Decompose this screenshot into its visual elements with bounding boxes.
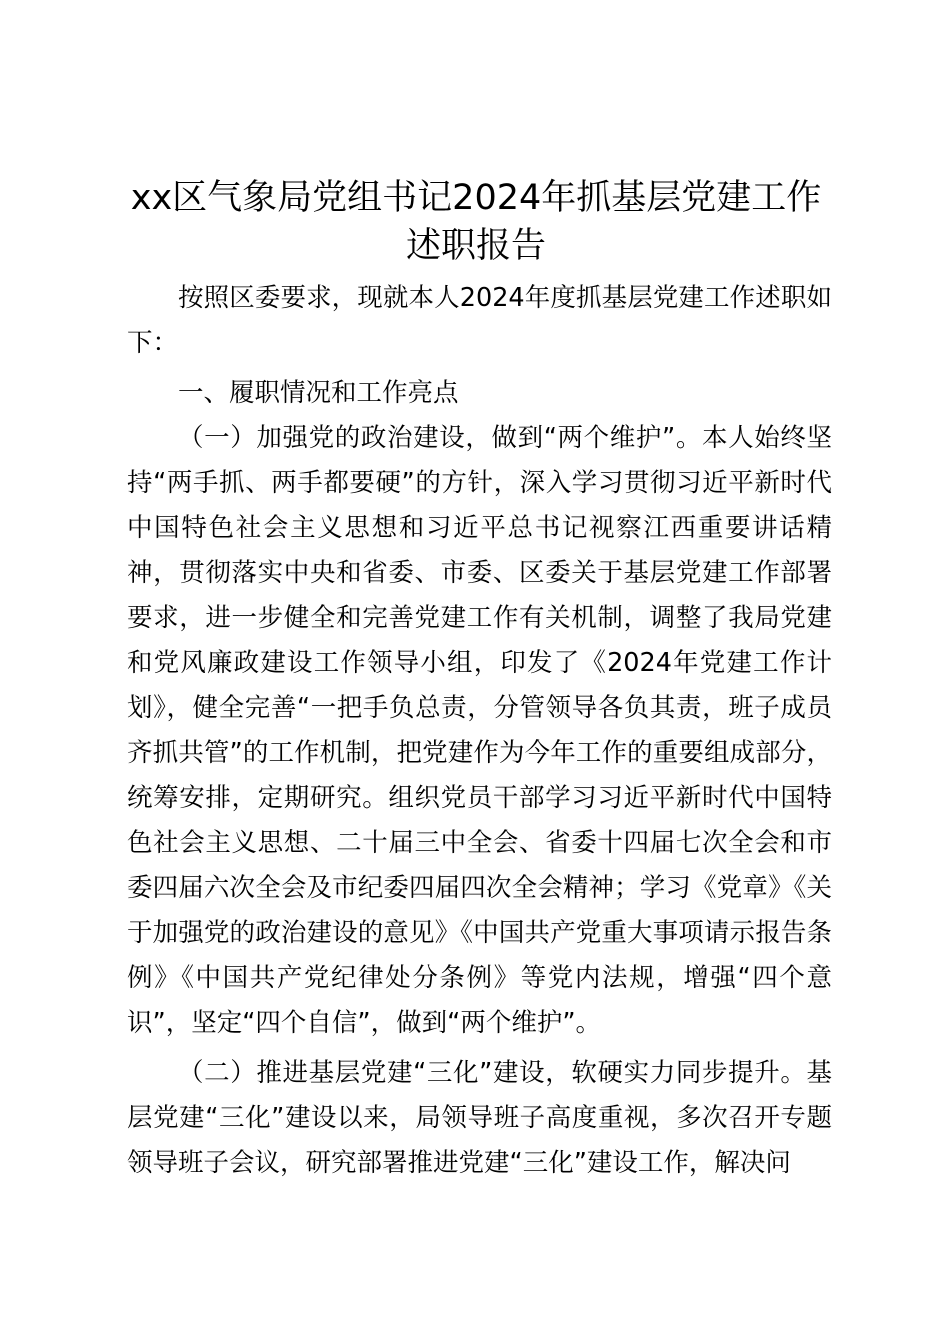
body-paragraph: （二）推进基层党建“三化”建设，软硬实力同步提升。基层党建“三化”建设以来，局领导班子高度重视，多次召开专题领导班子会议，研究部署推进党建“三化”建设工作，解决问 xyxy=(127,1058,832,1178)
section-heading: 一、履职情况和工作亮点 xyxy=(178,378,459,408)
document-title: xx区气象局党组书记2024年抓基层党建工作述职报告 xyxy=(130,178,822,266)
document-body xyxy=(127,276,832,1186)
intro-paragraph: 按照区委要求，现就本人2024年度抓基层党建工作述职如下： xyxy=(127,283,832,358)
body-paragraph: （一）加强党的政治建设，做到“两个维护”。本人始终坚持“两手抓、两手都要硬”的方针，深入学习贯彻习近平新时代中国特色社会主义思想和习近平总书记视察江西重要讲话精神，贯彻落实中央和省委、市委、区委关于基层党建工作部署要求，进一步健全和完善党建工作有关机制，调整了我局党建和党风廉政建设工作领导小组，印发了《2024年党建工作计划》，健全完善“一把手负总责，分管领导各负其责，班子成员齐抓共管”的工作机制，把党建作为今年工作的重要组成部分，统筹安排，定期研究。组织党员干部学习习近平新时代中国特色社会主义思想、二十届三中全会、省委十四届七次全会和市委四届六次全会及市纪委四届四次全会精神；学习《党章》《关于加强党的政治建设的意见》《中国共产党重大事项请示报告条例》《中国共产党纪律处分条例》等党内法规，增强“四个意识”，坚定“四个自信”，做到“两个维护”。 xyxy=(127,423,832,1038)
